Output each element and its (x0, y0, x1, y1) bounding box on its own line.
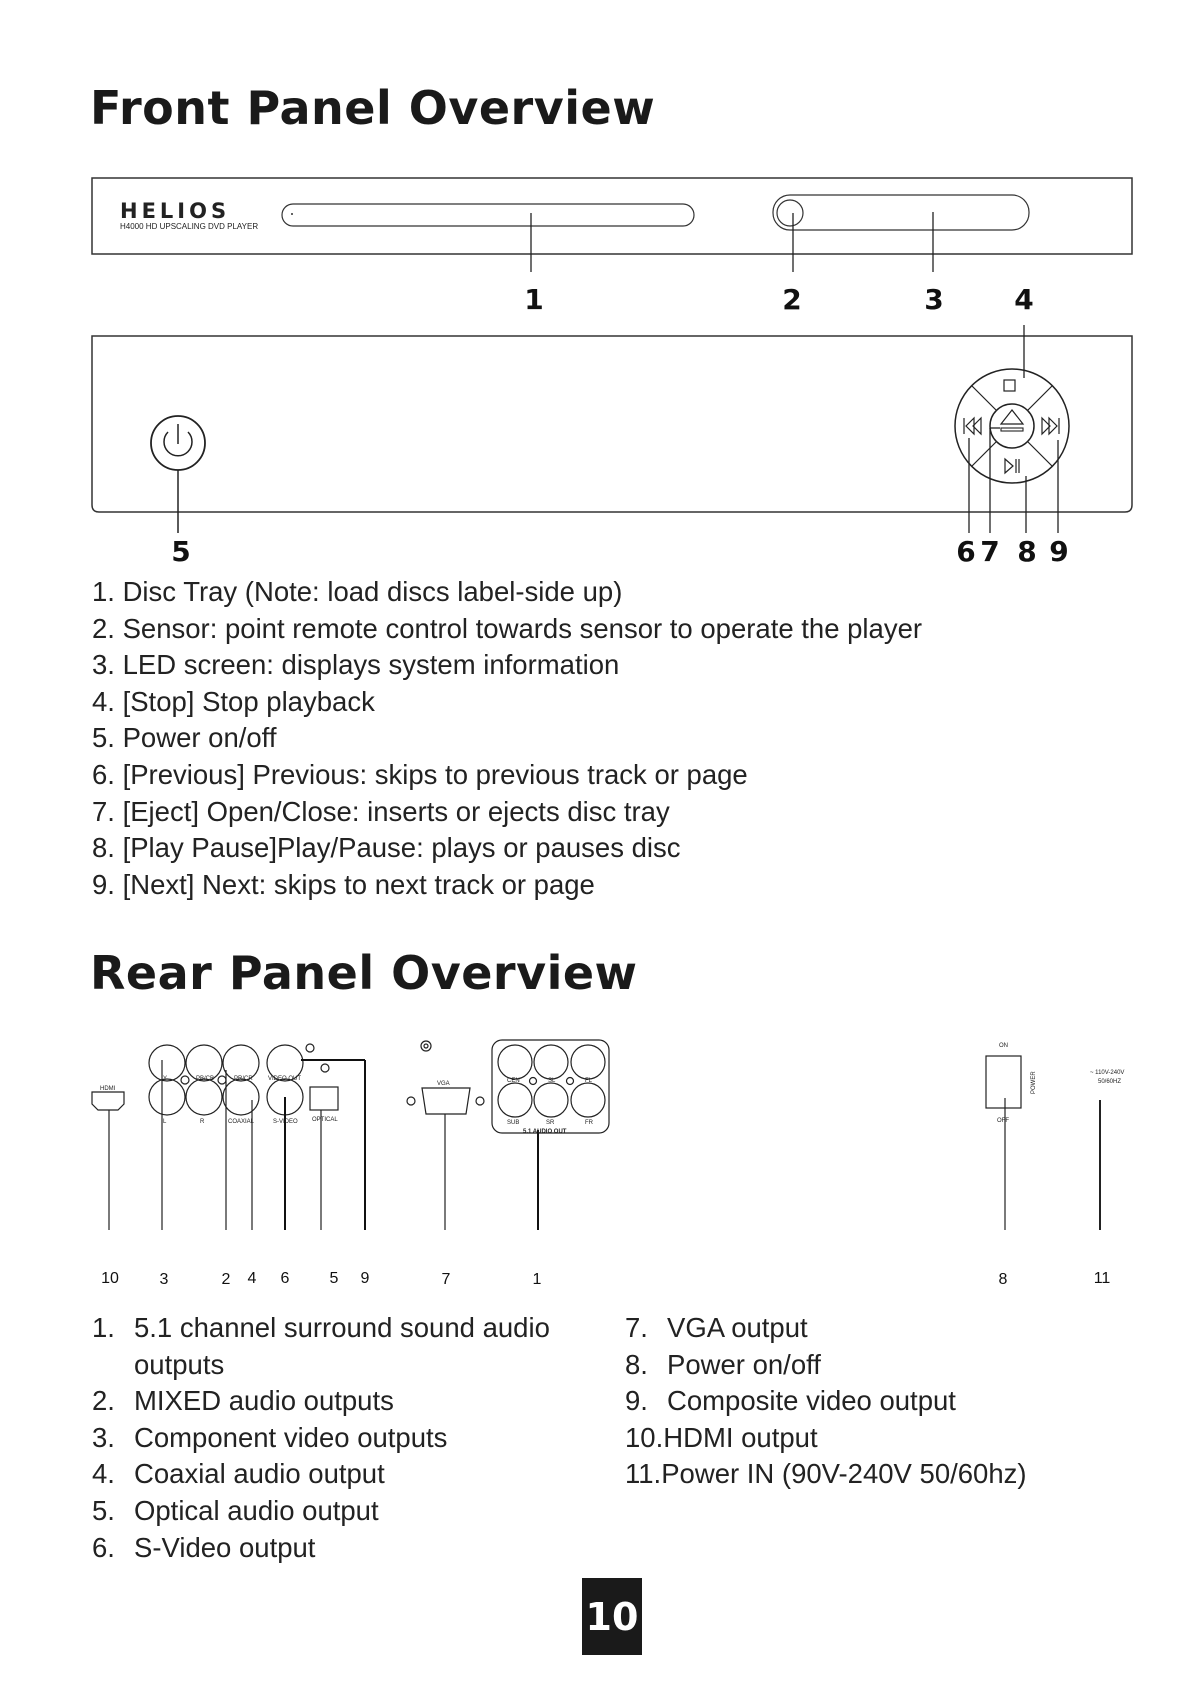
rear-callout-4: 4 (247, 1270, 257, 1287)
svg-text:SUB: SUB (507, 1120, 520, 1126)
front-panel-list (92, 574, 922, 903)
rear-callout-9: 9 (360, 1270, 370, 1287)
list-item: 8. [Play Pause]Play/Pause: plays or pauses disc (92, 832, 681, 864)
list-item: 3. Component video outputs (92, 1421, 448, 1453)
list-item: 1. Disc Tray (Note: load discs label-side up) (92, 576, 623, 607)
svg-text:SR: SR (546, 1120, 555, 1126)
list-item: 3. LED screen: displays system information (92, 649, 620, 681)
callout-6: 6 (956, 535, 976, 568)
svg-text:S-VIDEO: S-VIDEO (273, 1119, 298, 1125)
list-item: 5. Power on/off (92, 722, 277, 754)
svg-text:POWER: POWER (1031, 1071, 1037, 1094)
page-number: 10 (582, 1578, 642, 1655)
list-item: 1. 5.1 channel surround sound audio outputs (92, 1312, 550, 1380)
svg-text:R: R (200, 1119, 205, 1125)
front-device-body (92, 178, 1132, 254)
svg-text:5.1 AUDIO OUT: 5.1 AUDIO OUT (523, 1129, 567, 1135)
list-item: 9. Composite video output (625, 1385, 956, 1417)
list-item: 2. MIXED audio outputs (92, 1385, 394, 1417)
list-item: 10. HDMI output (625, 1421, 818, 1453)
front-panel-title: Front Panel Overview (90, 81, 656, 135)
svg-text:HDMI: HDMI (100, 1086, 116, 1092)
list-item: 4. Coaxial audio output (92, 1458, 385, 1490)
rear-panel-title: Rear Panel Overview (90, 946, 638, 1000)
list-item: 2. Sensor: point remote control towards sensor to operate the player (92, 612, 923, 644)
rear-callout-1: 1 (532, 1271, 542, 1288)
list-item: 9. [Next] Next: skips to next track or page (92, 868, 595, 900)
rear-callout-10: 10 (101, 1270, 119, 1287)
svg-text:FR: FR (585, 1120, 593, 1126)
model-text: H4000 HD UPSCALING DVD PLAYER (120, 222, 259, 231)
svg-text:PB/CB: PB/CB (196, 1076, 215, 1082)
svg-text:PR/CR: PR/CR (234, 1076, 253, 1082)
svg-text:CEN: CEN (507, 1078, 520, 1084)
svg-text:FL: FL (585, 1078, 593, 1084)
callout-3: 3 (924, 283, 944, 316)
callout-9: 9 (1049, 535, 1069, 568)
callout-4: 4 (1014, 283, 1034, 316)
front-panel-diagram (0, 0, 1192, 570)
svg-text:ON: ON (999, 1043, 1008, 1049)
helios-logo (120, 199, 230, 223)
list-item: 4. [Stop] Stop playback (92, 685, 375, 717)
hdmi-port (92, 1092, 124, 1110)
list-item: 6. [Previous] Previous: skips to previous track or page (92, 758, 748, 790)
svg-text:COAXIAL: COAXIAL (228, 1119, 255, 1125)
power-switch (986, 1056, 1021, 1108)
svg-text:Y: Y (163, 1076, 168, 1082)
rear-callout-2: 2 (221, 1271, 231, 1288)
callout-1: 1 (524, 283, 544, 316)
svg-text:HELIOS: HELIOS (120, 199, 231, 223)
callout-7: 7 (980, 535, 1000, 568)
callout-5: 5 (171, 535, 191, 568)
rear-panel-list-right (625, 1310, 1027, 1493)
svg-text:SL: SL (548, 1078, 556, 1084)
svg-text:OFF: OFF (997, 1118, 1009, 1124)
callout-2: 2 (782, 283, 802, 316)
list-item: 8. Power on/off (625, 1348, 821, 1380)
list-item: 7. VGA output (625, 1312, 808, 1343)
list-item: 11. Power IN (90V-240V 50/60hz) (625, 1458, 1027, 1490)
rear-callout-8: 8 (998, 1271, 1008, 1288)
control-wheel (955, 369, 1069, 483)
svg-text:VGA: VGA (437, 1081, 450, 1087)
rear-callout-5: 5 (329, 1270, 339, 1287)
callout-8: 8 (1017, 535, 1037, 568)
svg-text:~ 110V-240V: ~ 110V-240V (1090, 1070, 1125, 1076)
rear-callout-7: 7 (441, 1271, 451, 1288)
list-item: 7. [Eject] Open/Close: inserts or ejects disc tray (92, 795, 670, 827)
list-item: 6. S-Video output (92, 1531, 316, 1563)
rear-callout-6: 6 (280, 1270, 290, 1287)
rear-callout-11: 11 (1093, 1270, 1111, 1287)
svg-text:OPTICAL: OPTICAL (312, 1117, 338, 1123)
svg-text:L: L (163, 1119, 167, 1125)
list-item: 5. Optical audio output (92, 1494, 379, 1526)
rear-panel-list-left (92, 1310, 604, 1566)
rear-callout-3: 3 (159, 1271, 169, 1288)
vga-port (422, 1088, 470, 1114)
svg-text:50/60HZ: 50/60HZ (1098, 1079, 1122, 1085)
svg-text:VIDEO OUT: VIDEO OUT (268, 1076, 302, 1082)
